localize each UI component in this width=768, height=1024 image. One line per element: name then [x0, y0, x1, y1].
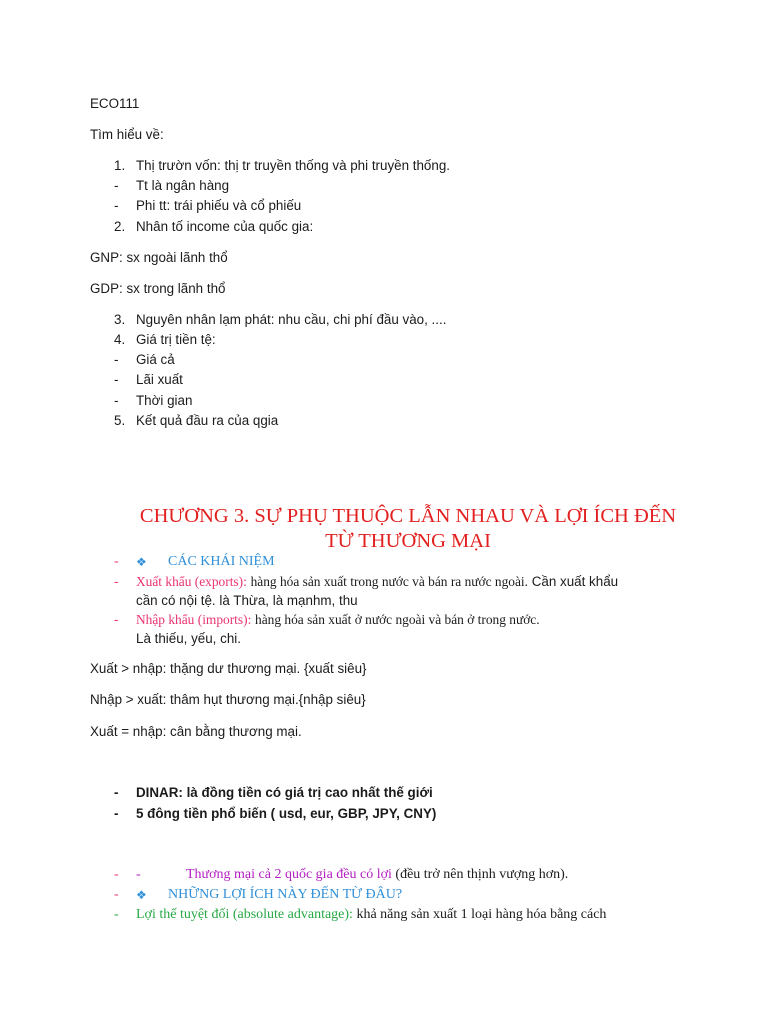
list-text: Thời gian	[136, 393, 193, 408]
bullet-dash: -	[114, 867, 119, 882]
bullet-dash: -	[114, 887, 119, 902]
balance-deficit: Nhập > xuất: thâm hụt thương mại.{nhập siêu}	[90, 692, 366, 707]
benefits-heading: NHỮNG LỢI ÍCH NÀY ĐẾN TỪ ĐÂU?	[168, 887, 403, 902]
currency-text: 5 đông tiền phổ biến ( usd, eur, GBP, JPY, CNY)	[136, 806, 437, 821]
list-marker: 3.	[114, 312, 126, 327]
list-text: Giá trị tiền tệ:	[136, 332, 216, 347]
balance-surplus: Xuất > nhập: thặng dư thương mại. {xuất siêu}	[90, 661, 367, 676]
list-text: Kết quả đầu ra của qgia	[136, 413, 279, 428]
export-note: Cần xuất khẩu	[531, 574, 619, 589]
export-term: Xuất khẩu (exports):	[136, 574, 247, 589]
list-marker: -	[114, 372, 119, 387]
list-marker: 5.	[114, 413, 126, 428]
import-definition: hàng hóa sản xuất ở nước ngoài và bán ở trong nước.	[255, 612, 540, 627]
export-definition: hàng hóa sản xuất trong nước và bán ra nước ngoài.	[250, 574, 528, 589]
export-note-continued: cần có nội tệ. là Thừa, là mạnhm, thu	[136, 593, 358, 608]
list-marker: 2.	[114, 219, 126, 234]
list-text: Nguyên nhân lạm phát: nhu cầu, chi phí đầu vào, ....	[136, 312, 447, 327]
absolute-advantage-definition: khả năng sản xuất 1 loại hàng hóa bằng cách	[356, 907, 607, 922]
list-text: Nhân tố income của quốc gia:	[136, 219, 314, 234]
intro-line: Tìm hiểu về:	[90, 127, 164, 142]
trade-benefit-colored: Thương mại cả 2 quốc gia đều có lợi	[186, 867, 392, 882]
diamond-bullet-icon: ❖	[136, 555, 147, 569]
course-code: ECO111	[90, 96, 140, 111]
diamond-bullet-icon: ❖	[136, 888, 147, 902]
bullet-dash: -	[114, 554, 119, 569]
list-text: Lãi xuất	[136, 372, 183, 387]
bullet-dash: -	[114, 612, 119, 627]
gdp-line: GDP: sx trong lãnh thổ	[90, 281, 226, 296]
list-marker: -	[114, 198, 119, 213]
list-marker: 4.	[114, 332, 126, 347]
bullet-dash: -	[114, 907, 119, 922]
concepts-heading: CÁC KHÁI NIỆM	[168, 554, 275, 569]
list-marker: -	[114, 352, 119, 367]
balance-equal: Xuất = nhập: cân bằng thương mại.	[90, 724, 302, 739]
trade-benefit-rest: (đều trở nên thịnh vượng hơn).	[395, 867, 569, 882]
currency-text: DINAR: là đồng tiền có giá trị cao nhất thế giới	[136, 785, 433, 800]
import-note: Là thiếu, yếu, chi.	[136, 631, 241, 646]
list-text: Thị trườn vốn: thị tr truyền thống và phi truyền thống.	[136, 158, 450, 173]
list-marker: -	[114, 393, 119, 408]
import-term: Nhập khẩu (imports):	[136, 612, 252, 627]
list-marker: 1.	[114, 158, 126, 173]
list-text: Phi tt: trái phiếu và cổ phiếu	[136, 198, 302, 213]
list-marker: -	[114, 178, 119, 193]
inner-dash: -	[136, 867, 141, 882]
absolute-advantage-term: Lợi thế tuyệt đối (absolute advantage):	[136, 907, 353, 922]
list-text: Tt là ngân hàng	[136, 178, 230, 193]
chapter-title-line1: CHƯƠNG 3. SỰ PHỤ THUỘC LẪN NHAU VÀ LỢI ÍCH ĐẾN	[139, 505, 677, 527]
bullet-dash: -	[114, 785, 119, 800]
chapter-title-line2: TỪ THƯƠNG MẠI	[325, 530, 491, 552]
bullet-dash: -	[114, 574, 119, 589]
gnp-line: GNP: sx ngoài lãnh thổ	[90, 250, 228, 265]
bullet-dash: -	[114, 806, 119, 821]
list-text: Giá cả	[136, 352, 175, 367]
